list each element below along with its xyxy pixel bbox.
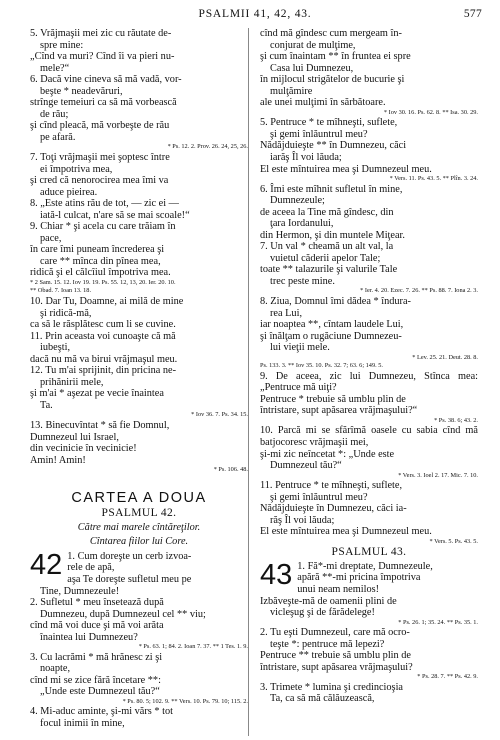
psalm-title: PSALMUL 42. (101, 507, 177, 520)
verse-line: focul inimii în mine, (40, 718, 125, 730)
verse-line: rele de apă, (67, 562, 115, 574)
verse-line: 2. Sufletul * meu însetează după (30, 597, 164, 609)
verse-line: şi gemi înlăuntrul meu? (270, 491, 368, 503)
verse-line: în mijlocul strigătelor de bucurie şi (260, 74, 405, 86)
psalm-42-verse-4 (30, 706, 248, 729)
cross-reference: * Vers. 5. Ps. 43. 5. (429, 537, 478, 545)
cross-reference: * Ps. 38. 6; 43. 2. (434, 416, 478, 424)
verse-line: spre mine: (40, 39, 84, 51)
cross-reference: ** Obad. 7. Ioan 13. 18. (30, 287, 92, 295)
verse-line: 7. Un val * cheamă un alt val, la (260, 241, 394, 253)
psalm-42-verse-11 (260, 480, 478, 546)
psalm-41-verse-13 (30, 420, 248, 475)
verse-line: Nădăjduieşte în Dumnezeu, căci ia- (260, 503, 407, 515)
cross-reference: * Ps. 106. 48. (213, 466, 248, 474)
cross-reference: * Vers. 3. Ioel 2. 17. Mic. 7. 10. (398, 471, 478, 479)
psalm-43-verse-2 (260, 627, 478, 682)
cross-reference: * Ps. 80. 5; 102. 9. ** Vers. 10. Ps. 79. 10; 115. 2. (122, 697, 248, 705)
verse-line: mulţămire (270, 85, 313, 97)
verse-line: 11. Pentruce * te mîhneşti, suflete, (260, 480, 403, 492)
page-header (28, 8, 482, 26)
verse-line: şi m'ai * aşezat pe vecie înaintea (30, 388, 164, 400)
psalm-43-verse-1 (260, 558, 478, 627)
verse-line: iubeşti, (40, 342, 71, 354)
verse-line: beşte * neadevăruri, (40, 85, 123, 97)
verse-line: 13. Binecuvîntat * să fie Domnul, (30, 419, 170, 431)
verse-line: 2. Tu eşti Dumnezeul, care mă ocro- (260, 627, 410, 639)
verse-line: vicleşug şi de fărădelege! (270, 607, 375, 619)
running-title: PSALMII 41, 42, 43. (198, 8, 312, 20)
verse-line: ale unei mulţimi în sărbătoare. (260, 97, 386, 109)
verse-line: Dumnezeul lui Israel, (30, 431, 119, 443)
verse-line: 9. De aceea, zic lui Dumnezeu, Stînca mea: „Pentruce mă uiţi? (260, 370, 478, 394)
page-number: 577 (463, 8, 482, 20)
psalm-title: PSALMUL 43. (331, 546, 407, 559)
verse-line: iar noaptea **, cîntam laudele Lui, (260, 319, 404, 331)
verse-line: dacă nu mă va birui vrăjmaşul meu. (30, 353, 178, 365)
verse-line: 8. „Este atins rău de tot, — zic ei — (30, 198, 179, 210)
column-divider (248, 28, 249, 736)
verse-line: Amin! Amin! (30, 454, 86, 466)
verse-line: prihănirii mele, (40, 376, 104, 388)
verse-line: cînd mă voi duce şi mă voi arăta (30, 620, 164, 632)
psalm-42-verse-5 (260, 117, 478, 183)
verse-line: vuietul căderii apelor Tale; (270, 252, 381, 264)
psalm-43-verse-3 (260, 682, 478, 705)
verse-line: 5. Pentruce * te mîhneşti, suflete, (260, 117, 398, 129)
psalm-42-verse-9 (260, 371, 478, 426)
verse-line: 7. Toţi vrăjmaşii mei şoptesc între (30, 151, 170, 163)
psalm-42-verses-6-7 (260, 184, 478, 296)
cross-reference: * Iov 30. 16. Ps. 62. 8. ** Isa. 30. 29. (383, 108, 478, 116)
verse-line: Izbăveşte-mă de oamenii plini de (260, 595, 397, 607)
verse-line: şi cînd pleacă, mă vorbeşte de rău (30, 120, 170, 132)
verse-line: lui vieţii mele. (270, 342, 330, 354)
verse-line: 5. Vrăjmaşii mei zic cu răutate de- (30, 28, 172, 39)
verse-line: toate ** talazurile şi valurile Tale (260, 264, 398, 276)
verse-line: El este mîntuirea mea şi Dumnezeul meu. (260, 163, 432, 175)
verse-line: 9. Chiar * şi acela cu care trăiam în (30, 221, 176, 233)
verse-line: 1. Fă*-mi dreptate, Dumnezeule, (297, 560, 433, 572)
verse-line: Casa lui Dumnezeu, (270, 62, 354, 74)
verse-line: 6. Îmi este mîhnit sufletul în mine, (260, 183, 403, 195)
verse-line: pace, (40, 232, 62, 244)
psalm-41-verses-10-12 (30, 296, 248, 420)
psalm-42-verse-8 (260, 296, 478, 371)
verse-line: întristare, supt apăsarea vrăjmaşului?“ (260, 405, 418, 417)
verse-line: de aceea la Tine mă gîndesc, din (260, 206, 394, 218)
verse-line: ca să le răsplătesc cum li se cuvine. (30, 319, 176, 331)
superscription: Cîntarea fiilor lui Core. (89, 536, 189, 548)
verse-line: în care îmi puneam încrederea şi (30, 244, 165, 256)
verse-line: şi cum înaintam ** în fruntea ei spre (260, 51, 411, 63)
verse-line: 10. Dar Tu, Doamne, ai milă de mine (30, 295, 184, 307)
verse-line: conjurat de mulţime, (270, 39, 356, 51)
psalm-number-dropcap: 42 (30, 548, 63, 581)
verse-line: Pentruce * trebuie să umblu plin de (260, 393, 406, 405)
verse-line: 8. Ziua, Domnul îmi dădea * îndura- (260, 295, 411, 307)
verse-line: strînge temeiuri ca să mă vorbească (30, 97, 177, 109)
verse-line: ridică şi el călcîiul împotriva mea. (30, 267, 171, 279)
verse-line: 11. Prin aceasta voi cunoaşte că mă (30, 330, 176, 342)
verse-line: cînd mi se zice fără încetare **: (30, 674, 161, 686)
verse-line: trec peste mine. (270, 275, 335, 287)
verse-line: 3. Cu lacrămi * mă hrănesc zi şi (30, 651, 163, 663)
verse-line: noapte, (40, 663, 71, 675)
verse-line: înaintea lui Dumnezeu? (40, 631, 138, 643)
psalm-42-verse-3 (30, 652, 248, 707)
verse-line: şi cred că nenorocirea mea îmi va (30, 175, 169, 187)
verse-line: din vecinicie în vecinicie! (30, 443, 137, 455)
verse-line: „Unde este Dumnezeul tău?“ (40, 686, 160, 698)
verse-line: teşte *: pentruce mă lepezi? (270, 638, 385, 650)
verse-line: aduce pieirea. (40, 186, 98, 198)
cross-reference: * Ps. 26. 1; 35. 24. ** Ps. 35. 1. (398, 618, 478, 626)
cross-reference: * Ps. 28. 7. ** Ps. 42. 9. (417, 673, 478, 681)
cross-reference: * Ps. 63. 1; 84. 2. Ioan 7. 37. ** 1 Tes. 1. 9. (138, 643, 248, 651)
verse-line: unui neam nemilos! (297, 583, 380, 595)
verse-line: de rău; (40, 108, 69, 120)
cross-reference: Ps. 133. 3. ** Iov 35. 10. Ps. 32. 7; 63. 6; 149. 5. (260, 362, 383, 370)
verse-line: Dumnezeule; (270, 195, 325, 207)
verse-line: ei împotriva mea, (40, 163, 113, 175)
psalm-number-dropcap: 43 (260, 558, 293, 591)
superscription: Către mai marele cîntăreţilor. (77, 521, 201, 533)
verse-line: şi-mi zic neîncetat *: „Unde este (260, 448, 395, 460)
verse-line: din Hermon, şi din muntele Miţear. (260, 229, 405, 241)
psalm-42-verse-4-cont (260, 28, 478, 117)
verse-line: răş Îl voi lăuda; (270, 514, 335, 526)
verse-line: ţara Iordanului, (270, 218, 334, 230)
cross-reference: * Ier. 4. 20. Ezec. 7. 26. ** Ps. 88. 7. Iona 2. 3. (360, 287, 478, 295)
verse-line: cînd mă gîndesc cum mergeam în- (260, 28, 402, 39)
verse-line: pe afară. (40, 131, 76, 143)
verse-line: Nădăjduieşte ** în Dumnezeu, căci (260, 140, 407, 152)
verse-line: mele?“ (40, 62, 70, 74)
verse-line: Dumnezeul tău?“ (270, 460, 342, 472)
verse-line: apără **-mi pricina împotriva (297, 572, 421, 584)
verse-line: 10. Parcă mi se sfărîmă oasele cu sabia cînd mă batjocoresc vrăjmaşii mei, (260, 425, 478, 448)
verse-line: care ** mînca din pînea mea, (40, 255, 161, 267)
verse-line: 1. Cum doreşte un cerb izvoa- (67, 550, 192, 562)
cross-reference: * Lev. 25. 21. Deut. 28. 8. (412, 353, 478, 361)
verse-line: rea Lui, (270, 307, 303, 319)
verse-line: Tine, Dumnezeule! (40, 585, 120, 597)
cross-reference: * Iov 36. 7. Ps. 34. 15. (191, 411, 248, 419)
verse-line: 3. Trimete * lumina şi credincioşia (260, 681, 403, 693)
cross-reference: * Ps. 12. 2. Prov. 26. 24, 25, 26. (167, 143, 248, 151)
cross-reference: * 2 Sam. 15. 12. Iov 19. 19. Ps. 55. 12, 13, 20. Ier. 20. 10. (30, 278, 176, 286)
verse-line: „Cînd va muri? Cînd îi va pieri nu- (30, 51, 175, 63)
psalm-42-verse-10 (260, 425, 478, 480)
verse-line: şi înălţam o rugăciune Dumnezeu- (260, 330, 402, 342)
right-column (260, 28, 478, 736)
psalm-41-verses-5-6 (30, 28, 248, 152)
psalm-42-verses-1-2 (30, 548, 248, 652)
verse-line: Dumnezeu, după Dumnezeul cel ** viu; (40, 608, 206, 620)
verse-line: întristare, supt apăsarea vrăjmaşului? (260, 661, 413, 673)
cross-reference: * Vers. 11. Ps. 43. 5. ** Plîn. 3. 24. (389, 175, 478, 183)
book-title: CARTEA A DOUA (71, 489, 207, 506)
verse-line: şi gemi înlăuntrul meu? (270, 128, 368, 140)
verse-line: 4. Mi-aduc aminte, şi-mi vărs * tot (30, 706, 173, 718)
psalm-41-verses-7-9 (30, 152, 248, 296)
verse-line: Pentruce ** trebuie să umblu plin de (260, 650, 411, 662)
verse-line: iată-l culcat, n'are să se mai scoale!“ (40, 209, 190, 221)
verse-line: şi ridică-mă, (40, 307, 92, 319)
left-column (30, 28, 248, 736)
verse-line: 12. Tu m'ai sprijinit, din pricina ne- (30, 365, 177, 377)
verse-line: Ta, ca să mă călăuzească, (270, 693, 375, 705)
verse-line: iarăş Îl voi lăuda; (270, 151, 342, 163)
verse-line: aşa Te doreşte sufletul meu pe (67, 574, 192, 586)
verse-line: El este mîntuirea mea şi Dumnezeul meu. (260, 526, 432, 538)
verse-line: 6. Dacă vine cineva să mă vadă, vor- (30, 74, 182, 86)
verse-line: Ta. (40, 399, 53, 411)
